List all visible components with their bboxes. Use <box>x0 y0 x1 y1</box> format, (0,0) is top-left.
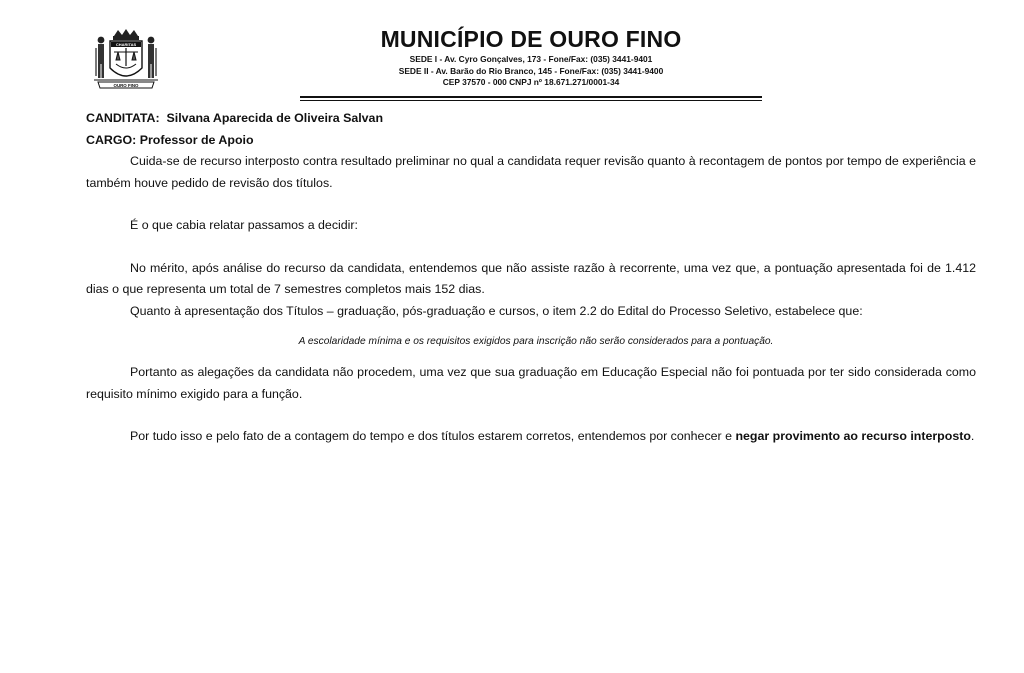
paragraph-decide: É o que cabia relatar passamos a decidir: <box>130 218 358 232</box>
candidate-line <box>86 108 976 130</box>
paragraph-conclusion: Portanto as alegações da candidata não procedem, uma vez que sua graduação em Educação Especial não foi pontuada por ter sido considerada como requisito mínimo exigido para a função. <box>86 365 976 401</box>
decision-body <box>86 108 976 448</box>
paragraph-merit: No mérito, após análise do recurso da candidata, entendemos que não assiste razão à recorrente, uma vez que, a pontuação apresentada foi de 1.412 dias o que representa um total de 7 semestres completos mais 152 dias. <box>86 260 976 296</box>
role-name: Professor de Apoio <box>139 132 254 147</box>
edital-quote: A escolaridade mínima e os requisitos exigidos para inscrição não serão considerados para a pontuação. <box>298 336 774 347</box>
header-rule-thin <box>300 100 762 101</box>
verdict-text: Por tudo isso e pelo fato de a contagem do tempo e dos títulos estarem corretos, entendemos por conhecer e <box>130 429 736 443</box>
paragraph-verdict <box>86 426 976 448</box>
paragraph-summary: Cuida-se de recurso interposto contra resultado preliminar no qual a candidata requer revisão quanto à recontagem de pontos por tempo de experiência e também houve pedido de revisão dos títulos. <box>86 154 976 190</box>
verdict-end: . <box>970 429 975 443</box>
candidate-label: CANDITATA: <box>86 111 160 125</box>
verdict-bold: negar provimento ao recurso interposto <box>735 429 971 443</box>
municipality-title: MUNICÍPIO DE OURO FINO <box>380 26 682 52</box>
header-rule <box>300 96 762 98</box>
candidate-name: Silvana Aparecida de Oliveira Salvan <box>166 111 384 125</box>
role-label: CARGO: <box>86 132 137 147</box>
paragraph-titles: Quanto à apresentação dos Títulos – graduação, pós-graduação e cursos, o item 2.2 do Edital do Processo Seletivo, estabelece que: <box>130 303 863 318</box>
letterhead <box>0 0 1024 104</box>
coat-of-arms-icon <box>92 28 160 94</box>
address-sede-1: SEDE I - Av. Cyro Gonçalves, 173 - Fone/Fax: (035) 3441-9401 <box>409 54 653 64</box>
address-sede-2: SEDE II - Av. Barão do Rio Branco, 145 - Fone/Fax: (035) 3441-9400 <box>398 65 664 76</box>
letterhead-text <box>300 24 762 89</box>
cep-cnpj: CEP 37570 - 000 CNPJ nº 18.671.271/0001-34 <box>442 77 620 87</box>
svg-text:OURO FINO: OURO FINO <box>113 83 139 88</box>
svg-text:CHARITAS: CHARITAS <box>115 42 137 47</box>
role-line <box>86 130 976 152</box>
